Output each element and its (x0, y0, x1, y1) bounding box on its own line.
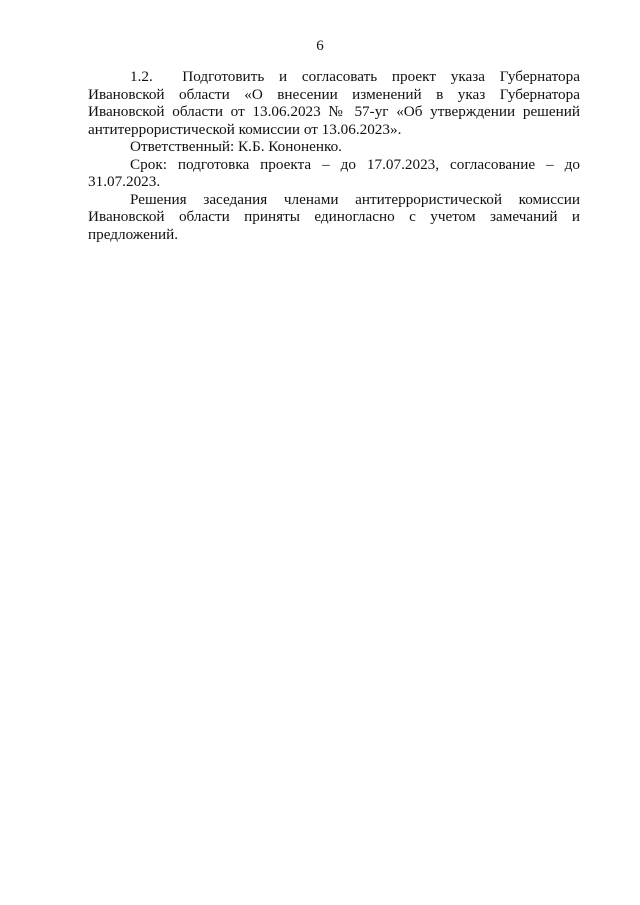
paragraph-deadline: Срок: подготовка проекта – до 17.07.2023, согласование – до 31.07.2023. (88, 155, 580, 190)
page-number: 6 (316, 38, 324, 54)
paragraph-decision: Решения заседания членами антитеррористической комиссии Ивановской области приняты единогласно с учетом замечаний и предложений. (88, 190, 580, 243)
paragraph-item-1-2: 1.2. Подготовить и согласовать проект указа Губернатора Ивановской области «О внесении изменений в указ Губернатора Ивановской области от 13.06.2023 № 57-уг «Об утверждении решений антитеррористической комиссии от 13.06.2023». (88, 68, 580, 138)
document-body (88, 68, 580, 243)
paragraph-responsible: Ответственный: К.Б. Кононенко. (130, 138, 342, 155)
